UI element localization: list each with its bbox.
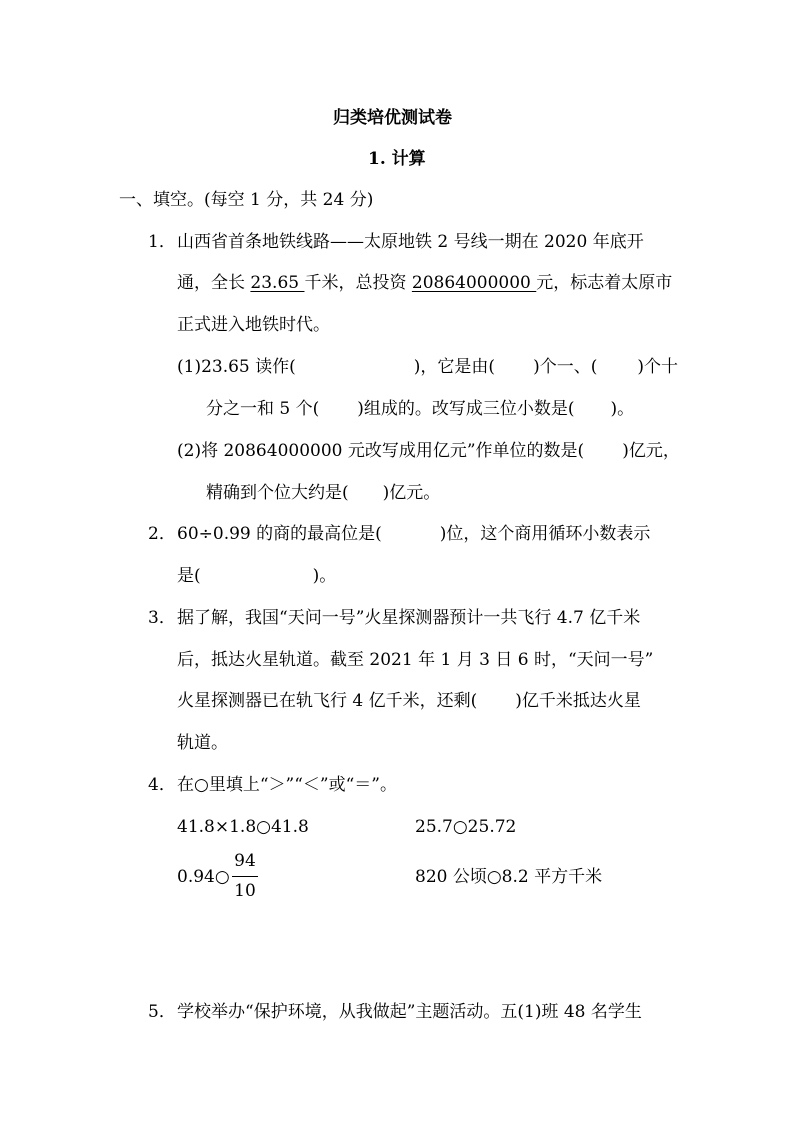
q1-line-3: 正式进入地铁时代。	[177, 315, 330, 335]
q2-line-1	[177, 523, 650, 545]
q1-investment-value: 20864000000	[411, 273, 537, 293]
q2-line2-text-a: 是(	[177, 566, 201, 586]
q1-number: 1．	[148, 232, 176, 252]
q4-compare-2[interactable]: 25.7○25.72	[415, 817, 517, 837]
q1-sub1-line2-text-a: 分之一和 5 个(	[206, 399, 320, 419]
q1-line-2-text-a: 通，全长	[177, 273, 251, 293]
q5-line-1: 学校举办“保护环境，从我做起”主题活动。五(1)班 48 名学生	[177, 1002, 642, 1022]
q2-line-2	[177, 565, 336, 587]
q3-line-2: 后，抵达火星轨道。截至 2021 年 1 月 3 日 6 时，“天问一号”	[177, 650, 654, 670]
q2-number: 2．	[148, 524, 176, 544]
fraction-bar	[232, 876, 258, 877]
section-subtitle: 1. 计算	[368, 149, 426, 169]
q4-compare-1[interactable]: 41.8×1.8○41.8	[177, 817, 309, 837]
q3-number: 3．	[148, 608, 176, 628]
q4-compare-3-prefix[interactable]: 0.94○	[177, 867, 230, 887]
q1-length-value: 23.65	[250, 273, 305, 293]
section-heading: 一、填空。(每空 1 分，共 24 分)	[119, 190, 374, 210]
q4-number: 4．	[148, 775, 176, 795]
q1-sub2-line2-text-b: )亿元。	[382, 483, 441, 503]
q2-text-b: )位，这个商用循环小数表示	[439, 524, 651, 544]
q1-line-1: 山西省首条地铁线路——太原地铁 2 号线一期在 2020 年底开	[177, 232, 644, 252]
q5-number: 5．	[148, 1002, 176, 1022]
q2-text-a: 60÷0.99 的商的最高位是(	[177, 524, 382, 544]
q1-line-2-text-b: 千米，总投资	[304, 273, 412, 293]
q1-line-2-text-c: 元，标志着太原市	[536, 273, 673, 293]
q3-line3-text-b: )亿千米抵达火星	[515, 691, 641, 711]
q4-compare-4[interactable]: 820 公顷○8.2 平方千米	[415, 867, 603, 887]
q1-sub1-line-1	[177, 356, 678, 378]
q4-instruction: 在○里填上“＞”“＜”或“＝”。	[177, 775, 397, 795]
q3-line-4: 轨道。	[177, 733, 228, 753]
q3-line3-text-a: 火星探测器已在轨飞行 4 亿千米，还剩(	[177, 691, 478, 711]
q1-sub2-line2-text-a: 精确到个位大约是(	[206, 483, 349, 503]
q1-sub1-text-c: )个一、(	[533, 357, 598, 377]
fraction-numerator: 94	[234, 851, 256, 871]
page-title: 归类培优测试卷	[333, 108, 452, 128]
q3-line-1: 据了解，我国“天问一号”火星探测器预计一共飞行 4.7 亿千米	[177, 608, 641, 628]
q1-sub2-line-2	[206, 482, 440, 504]
q2-line2-text-b: )。	[312, 566, 337, 586]
q4-fraction	[232, 850, 258, 902]
q1-line-2	[177, 272, 672, 294]
q1-sub1-text-b: )，它是由(	[413, 357, 496, 377]
q1-sub1-text-d: )个十	[637, 357, 678, 377]
q1-sub1-line-2	[206, 398, 634, 420]
q1-sub1-line2-text-b: )组成的。改写成三位小数是(	[357, 399, 575, 419]
fraction-denominator: 10	[234, 881, 256, 901]
q1-sub2-text-b: )亿元，	[622, 441, 680, 461]
q3-line-3	[177, 690, 641, 712]
q1-sub2-line-1	[177, 440, 680, 462]
q1-sub1-line2-text-c: )。	[610, 399, 635, 419]
q1-sub1-text-a: (1)23.65 读作(	[177, 357, 296, 377]
q1-sub2-text-a: (2)将 20864000000 元改写成用亿元”作单位的数是(	[177, 441, 585, 461]
